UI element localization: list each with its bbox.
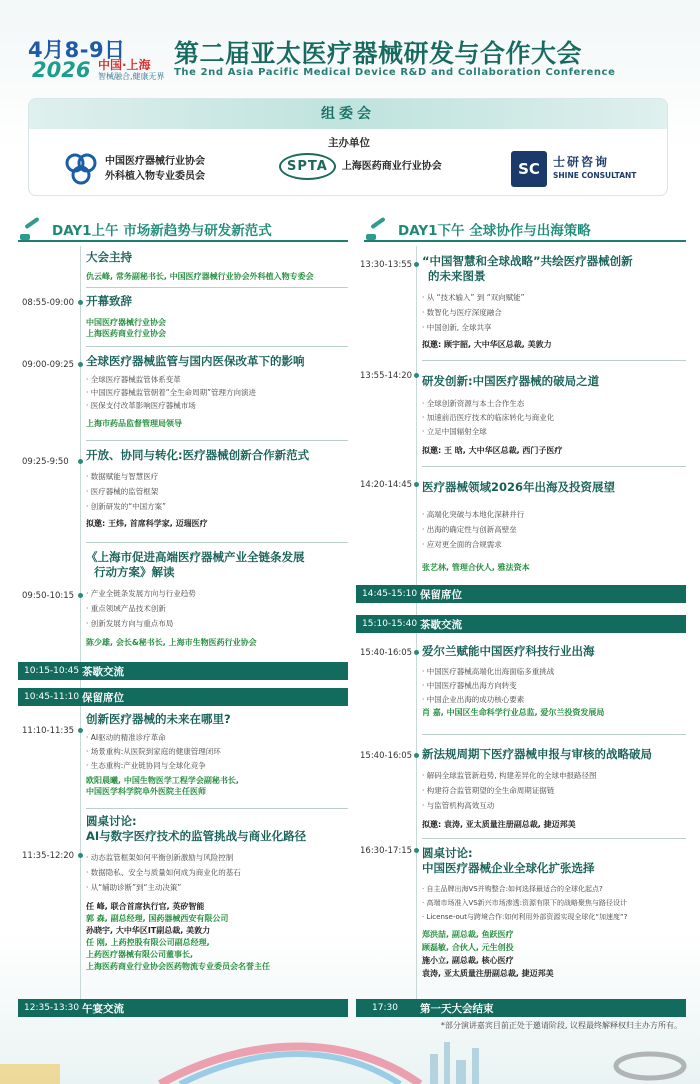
panelist: 任 峰, 联合首席执行官, 英矽智能 xyxy=(86,902,205,911)
session-speaker: 张艺林, 管理合伙人, 雅法资本 xyxy=(422,563,530,572)
timeline-dot xyxy=(414,262,419,267)
sc-name-cn: 士研咨询 xyxy=(553,155,610,169)
session-title: 圆桌讨论: xyxy=(422,846,473,860)
session-bullet: · 加速前沿医疗技术的临床转化与商业化 xyxy=(422,411,686,425)
session-bullet: · 中国企业出海的成功核心要素 xyxy=(422,693,686,707)
break-label: 茶歇交流 xyxy=(420,618,462,631)
session-time: 09:00-09:25 xyxy=(22,360,75,370)
session-title: “中国智慧和全球战略”共绘医疗器械创新 xyxy=(422,254,633,268)
session-regulatory-cycle xyxy=(422,747,686,831)
timeline-dot xyxy=(78,853,83,858)
divider xyxy=(86,440,348,441)
session-time: 08:55-09:00 xyxy=(22,298,75,308)
break-time: 17:30 xyxy=(372,1003,398,1013)
session-speaker: 中国医疗器械行业协会 xyxy=(86,318,166,327)
divider xyxy=(422,838,686,839)
decorative-skyline-icon xyxy=(0,1014,700,1084)
break-label: 第一天大会结束 xyxy=(420,1002,494,1015)
session-bullet: · License-out与跨境合作:如何利用外部资源实现全球化“加速度”? xyxy=(422,910,686,924)
sc-logo: SC xyxy=(511,151,547,187)
session-roundtable-ai xyxy=(86,814,348,973)
timeline-dot xyxy=(414,650,419,655)
session-title: 开幕致辞 xyxy=(86,294,132,308)
divider xyxy=(422,466,686,467)
break-label: 茶歇交流 xyxy=(82,665,124,678)
break-time: 14:45-15:10 xyxy=(362,589,418,599)
session-innovation xyxy=(86,448,348,530)
session-regulation xyxy=(86,354,348,429)
session-bullet: · 高端市场准入VS新兴市场渗透:资源有限下的战略聚焦与路径设计 xyxy=(422,896,686,910)
session-bullet: · 数智化与医疗深度融合 xyxy=(422,305,686,320)
session-bullet: · 数据隐私、安全与质量如何成为商业化的基石 xyxy=(86,865,348,880)
org1-line1: 中国医疗器械行业协会 xyxy=(105,156,205,167)
divider xyxy=(86,808,348,809)
robot-arm-icon xyxy=(364,218,390,240)
committee-title: 组委会 xyxy=(29,99,667,129)
session-speaker: 仇云峰, 常务副秘书长, 中国医疗器械行业协会外科植入物专委会 xyxy=(86,272,314,281)
footer-note: *部分演讲嘉宾目前正处于邀请阶段, 议程最终解释权归主办方所有。 xyxy=(440,1021,682,1030)
session-bullet: · 构建符合监管期望的全生命周期证据链 xyxy=(422,783,686,798)
timeline-dot xyxy=(78,362,83,367)
session-title: 圆桌讨论: xyxy=(86,814,137,828)
panelist: 孙晓宇, 大中华区IT副总裁, 美敦力 xyxy=(86,926,211,935)
timeline-dot xyxy=(414,373,419,378)
session-bullet: · 中国医疗器械高端化出海面临多重挑战 xyxy=(422,665,686,679)
org-camdi xyxy=(63,151,205,187)
robot-arm-icon xyxy=(18,218,44,240)
session-bullet: · 自主品牌出海VS并购整合:如何选择最适合的全球化起点? xyxy=(422,882,686,896)
session-title: 全球医疗器械监管与国内医保改革下的影响 xyxy=(86,354,305,368)
day1-pm-heading: DAY1下午 全球协作与出海策略 xyxy=(398,223,591,239)
session-bullet: · 应对更全面的合规需求 xyxy=(422,537,686,552)
session-title: 行动方案》解读 xyxy=(94,565,175,579)
divider xyxy=(422,734,686,735)
panelist: 袁涛, 亚太质量注册副总裁, 捷迈邦美 xyxy=(422,969,554,978)
session-bullet: · AI驱动的精准诊疗革命 xyxy=(86,731,348,745)
break-time: 10:45-11:10 xyxy=(24,692,80,702)
session-bullet: · 重点领域产品技术创新 xyxy=(86,601,348,616)
session-time: 09:50-10:15 xyxy=(22,591,75,601)
conference-title: 第二届亚太医疗器械研发与合作大会 xyxy=(174,39,583,68)
event-city: 中国·上海 xyxy=(98,58,151,72)
panelist: 郑洪喆, 副总裁, 鱼跃医疗 xyxy=(422,930,514,939)
session-bullet: · 中国医疗器械出海方向转变 xyxy=(422,679,686,693)
session-bullet: · 动态监管框架如何平衡创新激励与风险控制 xyxy=(86,850,348,865)
break-label: 保留席位 xyxy=(420,588,462,601)
session-bullet: · 中国医疗器械监管朝着“全生命周期”管理方向演进 xyxy=(86,386,348,399)
session-bullet: · 全球医疗器械监管体系变革 xyxy=(86,373,348,386)
session-time: 15:40-16:05 xyxy=(360,751,413,761)
divider xyxy=(86,346,348,347)
session-title: 开放、协同与转化:医疗器械创新合作新范式 xyxy=(86,448,310,462)
divider xyxy=(422,360,686,361)
session-bullet: · 中国创新, 全球共享 xyxy=(422,320,686,335)
session-time: 11:10-11:35 xyxy=(22,726,75,736)
session-future xyxy=(86,712,348,797)
timeline-dot xyxy=(78,300,83,305)
session-time: 13:55-14:20 xyxy=(360,371,413,381)
divider xyxy=(86,542,348,543)
session-bullet: · 创新研发的“中国方案” xyxy=(86,499,348,514)
panelist: 郭 森, 副总经理, 国药器械西安有限公司 xyxy=(86,914,229,923)
session-shanghai-plan xyxy=(86,550,348,648)
session-title: 《上海市促进高端医疗器械产业全链条发展 xyxy=(86,550,305,564)
conference-title-en: The 2nd Asia Pacific Medical Device R&D and Collaboration Conference xyxy=(174,67,616,78)
reserved-bar xyxy=(356,585,686,603)
session-bullet: · 创新发展方向与重点布局 xyxy=(86,616,348,631)
session-title: 创新医疗器械的未来在哪里? xyxy=(86,712,231,726)
break-label: 保留席位 xyxy=(82,691,124,704)
session-bullet: · 医疗器械的监管框架 xyxy=(86,484,348,499)
session-speaker: 陈少雄, 会长&秘书长, 上海市生物医药行业协会 xyxy=(86,638,257,647)
panelist: 顾磊敏, 合伙人, 元生创投 xyxy=(422,943,514,952)
session-outbound-outlook xyxy=(422,480,686,573)
session-moderator: 拟邀: 王 晗, 大中华区总裁, 西门子医疗 xyxy=(422,446,563,455)
break-time: 15:10-15:40 xyxy=(362,619,418,629)
org-spta xyxy=(279,153,442,180)
session-time: 16:30-17:15 xyxy=(360,846,413,856)
session-time: 15:40-16:05 xyxy=(360,648,413,658)
session-moderator: 拟邀: 袁涛, 亚太质量注册副总裁, 捷迈邦美 xyxy=(422,820,576,829)
panelist: 任 刚, 上药控股有限公司副总经理, xyxy=(86,938,210,947)
session-title: AI与数字医疗技术的监管挑战与商业化路径 xyxy=(86,829,307,843)
day1-pm-header xyxy=(364,218,686,242)
session-opening xyxy=(86,294,348,339)
event-year: 2026 xyxy=(32,58,91,82)
reserved-bar xyxy=(18,688,348,706)
session-bullet: · 与监管机构高效互动 xyxy=(422,798,686,813)
session-bullet: · 生态重构:产业链协同与全球化竞争 xyxy=(86,759,348,773)
timeline-dot xyxy=(414,753,419,758)
session-time: 13:30-13:55 xyxy=(360,260,413,270)
session-title: 的未来图景 xyxy=(428,269,486,283)
session-host xyxy=(86,250,348,282)
session-bullet: · 从 “技术输入” 到 “双向赋能” xyxy=(422,290,686,305)
panelist: 上药医疗器械有限公司董事长, xyxy=(86,950,194,959)
break-time: 10:15-10:45 xyxy=(24,666,80,676)
session-bullet: · 数据赋能与智慧医疗 xyxy=(86,469,348,484)
session-bullet: · 从“辅助诊断”到“主动决策” xyxy=(86,880,348,895)
session-moderator: 拟邀: 顾宇韶, 大中华区总裁, 美敦力 xyxy=(422,340,552,349)
session-title: 中国医疗器械企业全球化扩张选择 xyxy=(422,861,595,875)
org2-name: 上海医药商业行业协会 xyxy=(341,161,442,172)
session-speaker: 中国医学科学院阜外医院主任医师 xyxy=(86,787,206,796)
session-time: 09:25-9:50 xyxy=(22,457,69,467)
timeline-dot xyxy=(78,728,83,733)
break-label: 午宴交流 xyxy=(82,1002,124,1015)
session-bullet: · 场景重构:从医院到家庭的健康管理闭环 xyxy=(86,745,348,759)
timeline-dot xyxy=(414,482,419,487)
break-bar xyxy=(18,662,348,680)
spta-logo: SPTA xyxy=(279,153,336,180)
session-bullet: · 解码全球监管新趋势, 构建差异化的全球申报路径图 xyxy=(422,768,686,783)
session-china-wisdom xyxy=(422,254,686,351)
session-speaker: 欧阳晨曦, 中国生物医学工程学会副秘书长, xyxy=(86,776,239,785)
session-bullet: · 出海的确定性与创新高壁垒 xyxy=(422,522,686,537)
session-bullet: · 全球创新资源与本土合作生态 xyxy=(422,397,686,411)
host-label: 主办单位 xyxy=(328,137,370,149)
camdi-logo-icon xyxy=(63,151,99,187)
timeline-dot xyxy=(78,593,83,598)
session-title: 大会主持 xyxy=(86,250,132,264)
session-rd-innovation xyxy=(422,374,686,457)
session-speaker: 上海市药品监督管理局领导 xyxy=(86,419,182,428)
panelist: 施小立, 副总裁, 核心医疗 xyxy=(422,956,514,965)
day1-am-heading: DAY1上午 市场新趋势与研发新范式 xyxy=(52,223,272,239)
timeline-dot xyxy=(414,848,419,853)
session-moderator: 拟邀: 王炜, 首席科学家, 迈瑞医疗 xyxy=(86,519,208,528)
event-slogan: 智械融合,健康无界 xyxy=(98,72,165,81)
session-bullet: · 产业全链条发展方向与行业趋势 xyxy=(86,586,348,601)
session-ireland xyxy=(422,644,686,718)
timeline-dot xyxy=(78,459,83,464)
day1-am-header xyxy=(18,218,348,242)
event-date: 4月8-9日 xyxy=(28,38,126,62)
sc-name-en: SHINE CONSULTANT xyxy=(553,171,637,180)
divider xyxy=(86,287,348,288)
session-time: 14:20-14:45 xyxy=(360,480,413,490)
session-bullet: · 医保支付改革影响医疗器械市场 xyxy=(86,399,348,412)
session-title: 爱尔兰赋能中国医疗科技行业出海 xyxy=(422,644,595,658)
session-bullet: · 高端化突破与本地化深耕并行 xyxy=(422,507,686,522)
session-title: 医疗器械领域2026年出海及投资展望 xyxy=(422,480,616,494)
session-speaker: 肖 嘉, 中国区生命科学行业总监, 爱尔兰投资发展局 xyxy=(422,708,605,717)
session-title: 新法规周期下医疗器械申报与审核的战略破局 xyxy=(422,747,652,761)
org1-line2: 外科植入物专业委员会 xyxy=(105,171,205,182)
break-time: 12:35-13:30 xyxy=(24,1003,80,1013)
break-bar xyxy=(356,615,686,633)
panelist: 上海医药商业行业协会医药物流专业委员会名誉主任 xyxy=(86,962,270,971)
organizing-committee xyxy=(28,98,668,196)
session-roundtable-global xyxy=(422,846,686,980)
session-time: 11:35-12:20 xyxy=(22,851,75,861)
session-bullet: · 立足中国辐射全球 xyxy=(422,425,686,439)
session-title: 研发创新:中国医疗器械的破局之道 xyxy=(422,374,600,388)
session-speaker: 上海医药商业行业协会 xyxy=(86,329,166,338)
org-shine xyxy=(511,151,636,187)
